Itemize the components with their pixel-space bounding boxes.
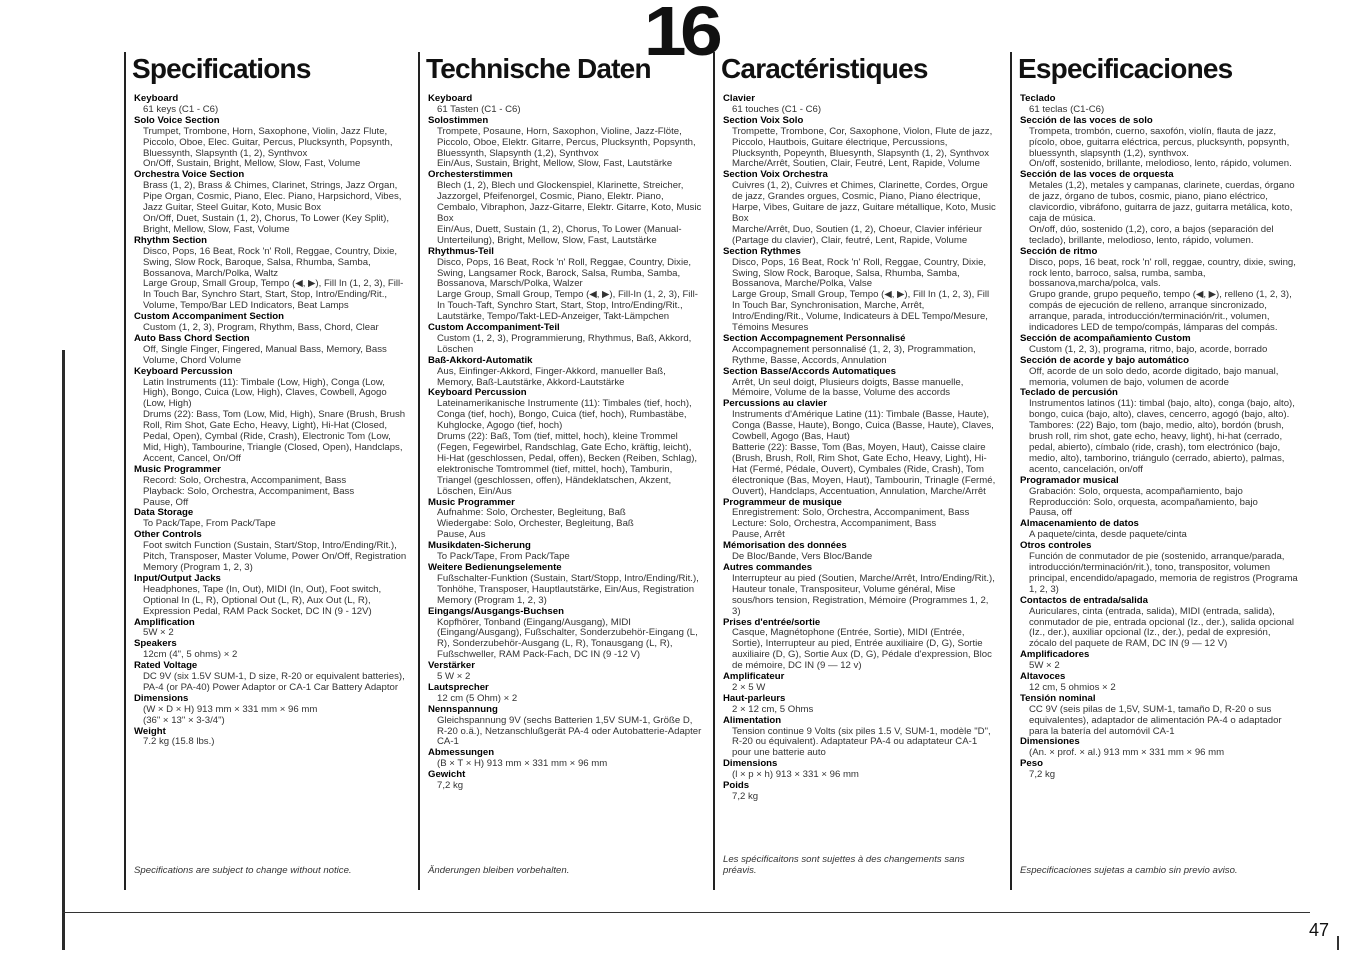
spec-value: Aus, Einfinger-Akkord, Finger-Akkord, manueller Baß, Memory, Baß-Lautstärke, Akkord-Lautstärke: [437, 365, 666, 388]
spec-value: 12cm (4", 5 ohms) × 2: [143, 649, 238, 661]
spec-value: Blech (1, 2), Blech und Glockenspiel, Klarinette, Streicher, Jazzorgel, Pfeifenorgel, Cosmic, Piano, Elektr. Piano, Cembalo, Vibraphon, Jazz-Gitarre, Elektr. Gitarre, Koto, Music Box Ein/Aus, Duett, Sustain (1, 2), Chorus, To Lower (Manual-Unterteilung), Bright, Mellow, Slow, Fast, Lautstärke: [437, 180, 702, 246]
spec-heading: Nennspannung: [428, 703, 498, 715]
spec-value: Off, acorde de un solo dedo, acorde digitado, bajo manual, memoria, volumen de bajo, volumen de acorde: [1029, 365, 1279, 388]
spec-value: 61 Tasten (C1 - C6): [437, 103, 521, 115]
spec-value: Interrupteur au pied (Soutien, Marche/Arrêt, Intro/Ending/Rit.), Hauteur tonale, Transpositeur, Volume général, Mise sous/hors tension, Registration, Mémoire (Programmes 1, 2, 3): [732, 572, 995, 617]
column-footnote: Änderungen bleiben vorbehalten.: [428, 865, 570, 876]
spec-heading: Autres commandes: [723, 561, 813, 573]
spec-value: De Bloc/Bande, Vers Bloc/Bande: [732, 551, 873, 563]
spec-heading: Section Voix Solo: [723, 114, 804, 126]
spec-value: Gleichspannung 9V (sechs Batterien 1,5V SUM-1, Größe D, R-20 o.ä.), Netzanschlußgerät PA-4 oder Autobatterie-Adapter CA-1: [437, 714, 702, 748]
spec-value: Trompette, Trombone, Cor, Saxophone, Violon, Flute de jazz, Piccolo, Hautbois, Guitare électrique, Percussions, Plucksynth, Popeynth, Bluesynth, Slapsynth (1, 2), Synthvox Marche/Arrêt, Soutien, Clair, Feutré, Lent, Rapide, Volume: [732, 125, 993, 170]
spec-heading: Programador musical: [1020, 474, 1119, 486]
spec-list: [428, 94, 704, 792]
spec-value: Disco, Pops, 16 Beat, Rock 'n' Roll, Reggae, Country, Dixie, Swing, Slow Rock, Baroque, Salsa, Rhumba, Samba, Bossanova, Marche/Polka, Valse Large Group, Small Group, Tempo (◀, ▶), Fill In (1, 2, 3), Fill In Touch Bar, Synchronisation, Marche, Arrêt, Intro/Ending/Rit., Volume, Indicateurs à DEL Tempo/Mesure, Témoins Mesures: [732, 256, 990, 334]
spec-list: [134, 94, 408, 748]
spec-value: 7,2 kg: [437, 780, 464, 792]
spec-value: To Pack/Tape, From Pack/Tape: [437, 551, 570, 563]
spec-value: Trompete, Posaune, Horn, Saxophon, Violine, Jazz-Flöte, Piccolo, Oboe, Elektr. Gitarre, Percus, Plucksynth, Popsynth, Bluessynth, Slapsynth (1,2), Synthvox Ein/Aus, Sustain, Bright, Mellow, Slow, Fast, Lautstärke: [437, 125, 696, 170]
spec-heading: Baß-Akkord-Automatik: [428, 354, 533, 366]
chapter-number: 16: [643, 0, 717, 70]
spec-heading: Orchestra Voice Section: [134, 169, 245, 181]
spec-value: 61 keys (C1 - C6): [143, 103, 219, 115]
column-heading: Caractéristiques: [721, 53, 928, 84]
column-footnote: Especificaciones sujetas a cambio sin previo aviso.: [1020, 865, 1238, 876]
spec-heading: Abmessungen: [428, 747, 495, 759]
spec-value: Disco, pops, 16 beat, rock 'n' roll, reggae, country, dixie, swing, rock lento, barroco, salsa, rumba, samba, bossanova,marcha/polca, vals. Grupo grande, grupo pequeño, tempo (◀, ▶), relleno (1, 2, 3), compás de ejecución de relleno, arranque sincronizado, arranque, parada, introducción/terminación/rit., volumen, indicadores LED de tempo/compás, lámparas del compás.: [1029, 256, 1296, 334]
spec-value: 5 W × 2: [437, 671, 471, 683]
spec-heading: Gewicht: [428, 769, 466, 781]
spec-heading: Dimensions: [723, 758, 778, 770]
spec-heading: Percussions au clavier: [723, 398, 827, 410]
spec-value: Custom (1, 2, 3), programa, ritmo, bajo, acorde, borrado: [1029, 343, 1268, 355]
spec-heading: Peso: [1020, 758, 1043, 770]
spec-heading: Haut-parleurs: [723, 692, 786, 704]
spec-value: Aufnahme: Solo, Orchester, Begleitung, Baß Wiedergabe: Solo, Orchester, Begleitung, Baß Pause, Aus: [437, 507, 634, 541]
spec-value: Instrumentos latinos (11): timbal (bajo, alto), conga (bajo, alto), bongo, cuica (bajo, alto), claves, cencerro, agogó (bajo, alto). Tambores: (22) Bajo, tom (bajo, medio, alto), bordón (brush, brush roll, rim shot, gate echo, heavy, light), hi-hat (cerrado, pedal, abierto), címbalo (ride, crash), tom electrónico (bajo, medio, alto), tamborino, triángulo (cerrado, abierto), palmas, acento, cancelación, on/off: [1029, 398, 1295, 475]
spec-heading: Solo Voice Section: [134, 114, 220, 126]
spec-heading: Contactos de entrada/salida: [1020, 594, 1148, 606]
spec-heading: Weitere Bedienungselemente: [428, 561, 562, 573]
spec-heading: Section Voix Orchestra: [723, 169, 828, 181]
spec-heading: Alimentation: [723, 714, 782, 726]
column-french: [713, 52, 998, 890]
spec-heading: Tensión nominal: [1020, 692, 1096, 704]
spec-value: 2 × 12 cm, 5 Ohms: [732, 703, 814, 715]
spec-value: Latin Instruments (11): Timbale (Low, High), Conga (Low, High), Bongo, Cuica (Low, High), Claves, Cowbell, Agogo (Low, High) Drums (22): Bass, Tom (Low, Mid, High), Snare (Brush, Brush Roll, Rim Shot, Gate Echo, Heavy, Light), Hi-Hat (Closed, Pedal, Open), Cymbal (Ride, Crash), Electronic Tom (Low, Mid, High), Tambourine, Triangle (Closed, Open), Handclaps, Accent, Cancel, On/Off: [143, 376, 406, 464]
spec-value: Trompeta, trombón, cuerno, saxofón, violín, flauta de jazz, pícolo, oboe, guitarra eléctrica, percus, plucksynth, popsynth, bluessynth, slapsynth (1,2), synthvox. On/off, sostenido, brillante, melodioso, lento, rápido, volumen.: [1029, 125, 1292, 170]
spec-heading: Custom Accompaniment Section: [134, 311, 284, 323]
spec-value: 12 cm (5 Ohm) × 2: [437, 692, 518, 704]
spec-heading: Auto Bass Chord Section: [134, 332, 250, 344]
spec-value: Enregistrement: Solo, Orchestra, Accompaniment, Bass Lecture: Solo, Orchestra, Accompaniment, Bass Pause, Arrêt: [732, 507, 970, 541]
spec-value: DC 9V (six 1.5V SUM-1, D size, R-20 or equivalent batteries), PA-4 (or PA-40) Power Adaptor or CA-1 Car Battery Adaptor: [143, 671, 405, 693]
spec-heading: Keyboard: [428, 93, 473, 104]
spec-value: 7.2 kg (15.8 lbs.): [143, 736, 215, 748]
column-spanish: [1010, 52, 1300, 890]
spec-heading: Clavier: [723, 93, 755, 104]
spec-heading: Speakers: [134, 638, 177, 650]
spec-heading: Section Accompagnement Personnalisé: [723, 332, 906, 344]
spec-heading: Keyboard Percussion: [428, 387, 527, 399]
spec-value: Cuivres (1, 2), Cuivres et Chimes, Clarinette, Cordes, Orgue de jazz, Grandes orgues, Cosmic, Piano, Piano électrique, Harpe, Vibes, Guitare de jazz, Guitare métallique, Koto, Music Box Marche/Arrêt, Duo, Soutien (1, 2), Choeur, Clavier inférieur (Partage du clavier), Clair, feutré, Lent, Rapide, Volume: [732, 180, 996, 246]
spec-heading: Weight: [134, 725, 166, 737]
spec-heading: Rhythm Section: [134, 234, 208, 246]
spec-heading: Poids: [723, 780, 750, 792]
spec-heading: Sección de las voces de solo: [1020, 114, 1153, 126]
spec-heading: Verstärker: [428, 660, 475, 672]
spec-heading: Teclado: [1020, 93, 1056, 104]
spec-value: 61 teclas (C1-C6): [1029, 103, 1105, 115]
spec-value: Disco, Pops, 16 Beat, Rock 'n' Roll, Reggae, Country, Dixie, Swing, Slow Rock, Baroque, Salsa, Rhumba, Samba, Bossanova, March/Polka, Waltz Large Group, Small Group, Tempo (◀, ▶), Fill In (1, 2, 3), Fill-In Touch Bar, Synchro Start, Start, Stop, Intro/Ending/Rit., Volume, Tempo/Bar LED Indicators, Beat Lamps: [143, 245, 404, 312]
spec-heading: Musikdaten-Sicherung: [428, 540, 531, 552]
spec-heading: Section Rythmes: [723, 245, 801, 257]
spec-heading: Sección de ritmo: [1020, 245, 1098, 257]
crop-mark: [1337, 936, 1339, 950]
spec-value: Trumpet, Trombone, Horn, Saxophone, Violin, Jazz Flute, Piccolo, Oboe, Elec. Guitar, Percus, Plucksynth, Popsynth, Bluessynth, Slapsynth (1, 2), Synthvox On/Off, Sustain, Bright, Mellow, Slow, Fast, Volume: [143, 125, 393, 170]
spec-heading: Other Controls: [134, 529, 202, 541]
spec-heading: Data Storage: [134, 507, 194, 519]
spec-heading: Rated Voltage: [134, 660, 198, 672]
spec-heading: Altavoces: [1020, 671, 1066, 683]
column-footnote: Les spécificaitons sont sujettes à des changements sans préavis.: [723, 854, 965, 876]
spec-heading: Section Basse/Accords Automatiques: [723, 365, 896, 377]
spec-heading: Keyboard: [134, 93, 179, 104]
spec-value: Tension continue 9 Volts (six piles 1.5 V, SUM-1, modèle "D", R-20 ou équivalent). Adaptateur PA-4 ou adaptateur CA-1 pour une batterie auto: [732, 725, 991, 759]
spec-heading: Lautsprecher: [428, 681, 489, 693]
spec-heading: Eingangs/Ausgangs-Buchsen: [428, 605, 564, 617]
spec-heading: Otros controles: [1020, 540, 1092, 552]
column-english: [124, 52, 408, 890]
spec-value: Brass (1, 2), Brass & Chimes, Clarinet, Strings, Jazz Organ, Pipe Organ, Cosmic, Piano, Elec. Piano, Harpsichord, Vibes, Jazz Guitar, Steel Guitar, Koto, Music Box On/Off, Duet, Sustain (1, 2), Chorus, To Lower (Key Split), Bright, Mellow, Slow, Fast, Volume: [143, 180, 402, 235]
spec-value: 2 × 5 W: [732, 681, 766, 693]
binding-edge: [62, 350, 65, 950]
spec-value: 5W × 2: [143, 627, 174, 639]
spec-value: Custom (1, 2, 3), Programmierung, Rhythmus, Baß, Akkord, Löschen: [437, 332, 692, 355]
spec-heading: Input/Output Jacks: [134, 572, 221, 584]
spec-value: Arrêt, Un seul doigt, Plusieurs doigts, Basse manuelle, Mémoire, Volume de la basse, Volume des accords: [732, 376, 964, 399]
spec-value: Metales (1,2), metales y campanas, clarinete, cuerdas, órgano de jazz, órgano de tubos, cosmic, piano, piano eléctrico, clavicordio, vibráfono, guitarra de jazz, guitarra metálica, koto, caja de música. On/off, dúo, sostenido (1,2), coro, a bajos (separación del teclado), brillante, melodioso, lento, rápido, volumen.: [1029, 180, 1295, 246]
spec-heading: Solostimmen: [428, 114, 489, 126]
column-heading: Specifications: [132, 53, 311, 84]
spec-heading: Sección de acorde y bajo automático: [1020, 354, 1190, 366]
column-footnote: Specifications are subject to change without notice.: [134, 865, 352, 876]
spec-heading: Custom Accompaniment-Teil: [428, 322, 560, 334]
spec-value: Disco, Pops, 16 Beat, Rock 'n' Roll, Reggae, Country, Dixie, Swing, Langsamer Rock, Barock, Salsa, Rumba, Samba, Bossanova, Marsch/Polka, Walzer Large Group, Small Group, Tempo (◀, ▶), Fill-In (1, 2, 3), Fill-In Touch-Taft, Synchro Start, Start, Stop, Intro/Ending/Rit., Lautstärke, Tempo/Takt-LED-Anzeiger, Takt-Lämpchen: [437, 256, 698, 323]
spec-value: A paquete/cinta, desde paquete/cinta: [1029, 529, 1187, 541]
spec-value: Casque, Magnétophone (Entrée, Sortie), MIDI (Entrée, Sortie), Interrupteur au pied, Entrée auxiliaire (D, G), Sortie auxiliaire (D, G), Sortie Aux (D, G), Pédale d'expression, Bloc de mémoire, DC IN (9 — 12 v): [732, 627, 992, 672]
spec-heading: Music Programmer: [134, 463, 221, 475]
spec-value: (B × T × H) 913 mm × 331 mm × 96 mm: [437, 758, 608, 770]
spec-heading: Dimensions: [134, 692, 189, 704]
spec-value: Headphones, Tape (In, Out), MIDI (In, Out), Foot switch, Optional In (L, R), Optional Out (L, R), Aux Out (L, R), Expression Pedal, RAM Pack Socket, DC IN (9 - 12V): [143, 583, 382, 617]
column-heading: Technische Daten: [426, 53, 651, 84]
spec-heading: Rhythmus-Teil: [428, 245, 494, 257]
spec-value: Foot switch Function (Sustain, Start/Stop, Intro/Ending/Rit.), Pitch, Transposer, Master Volume, Power On/Off, Registration Memory (Program 1, 2, 3): [143, 540, 407, 573]
spec-value: (l × p × h) 913 × 331 × 96 mm: [732, 769, 859, 781]
spec-heading: Programmeur de musique: [723, 496, 842, 508]
spec-value: 7,2 kg: [732, 791, 759, 802]
spec-value: (W × D × H) 913 mm × 331 mm × 96 mm (36" × 13" × 3-3/4"): [143, 703, 318, 726]
spec-value: Instruments d'Amérique Latine (11): Timbale (Basse, Haute), Conga (Basse, Haute), Bongo, Cuica (Basse, Haute), Claves, Cowbell, Agogo (Bas, Haut) Batterie (22): Basse, Tom (Bas, Moyen, Haut), Caisse claire (Brush, Brush, Roll, Rim Shot, Gate Echo, Heavy, Light), Hi-Hat (Fermé, Pédale, Ouvert), Cymbales (Ride, Crash), Tom électronique (Bas, Moyen, Haut), Tambourin, Trinagle (Fermé, Ouvert), Handclaps, Accentuation, Annulation, Marche/Arrêt: [732, 409, 996, 497]
spec-heading: Mémorisation des données: [723, 540, 847, 552]
spec-heading: Sección de acompañamiento Custom: [1020, 332, 1191, 344]
spec-value: 7,2 kg: [1029, 769, 1056, 781]
spec-value: Custom (1, 2, 3), Program, Rhythm, Bass, Chord, Clear: [143, 322, 379, 334]
spec-value: Auriculares, cinta (entrada, salida), MIDI (entrada, salida), conmutador de pie, entrada opcional (Iz., der.), salida opcional (Iz., der.), auxiliar opcional (Iz., der.), pedal de expresión, zócalo del paquete de RAM, DC IN (9 — 12 V): [1029, 605, 1295, 650]
spec-value: 61 touches (C1 - C6): [732, 103, 822, 115]
spec-value: Accompagnement personnalisé (1, 2, 3), Programmation, Rythme, Basse, Accords, Annulation: [732, 343, 976, 366]
spec-value: To Pack/Tape, From Pack/Tape: [143, 518, 276, 530]
spec-heading: Music Programmer: [428, 496, 515, 508]
bottom-rule: [62, 912, 1310, 913]
spec-value: Fußschalter-Funktion (Sustain, Start/Stopp, Intro/Ending/Rit.), Tonhöhe, Transposer, Hauptlautstärke, Ein/Aus, Registration Memory (Program 1, 2, 3): [437, 572, 699, 606]
spec-value: Función de conmutador de pie (sostenido, arranque/parada, introducción/terminación/rit.), tono, transpositor, volumen principal, encendido/apagado, memoria de registros (Programa 1, 2, 3): [1029, 551, 1298, 595]
spec-value: Lateinamerikanische Instrumente (11): Timbales (tief, hoch), Conga (tief, hoch), Bongo, Cuica (tief, hoch), Rumbastäbe, Kuhglocke, Agogo (tief, hoch) Drums (22): Baß, Tom (tief, mittel, hoch), kleine Trommel (Fegen, Fegewirbel, Randschlag, Gate Echo, kräftig, leicht), Hi-Hat (geschlossen, Pedal, offen), Becken (Reiben, Schlag), elektronische Tomtrommel (tief, mittel, hoch), Tamburin, Triangel (geschlossen, offen), Händeklatschen, Akzent, Löschen, Ein/Aus: [437, 398, 698, 497]
spec-heading: Amplificateur: [723, 671, 785, 683]
spec-heading: Dimensiones: [1020, 736, 1080, 748]
spec-value: Grabación: Solo, orquesta, acompañamiento, bajo Reproducción: Solo, orquesta, acompañamiento, bajo Pausa, off: [1029, 485, 1258, 519]
spec-value: 12 cm, 5 ohmios × 2: [1029, 681, 1116, 693]
spec-heading: Amplificadores: [1020, 649, 1090, 661]
spec-value: (An. × prof. × al.) 913 mm × 331 mm × 96 mm: [1029, 747, 1225, 759]
spec-value: Off, Single Finger, Fingered, Manual Bass, Memory, Bass Volume, Chord Volume: [143, 343, 387, 366]
spec-heading: Orchesterstimmen: [428, 169, 513, 181]
spec-list: [1020, 94, 1300, 781]
spec-list: [723, 94, 998, 803]
spec-heading: Amplification: [134, 616, 195, 628]
column-heading: Especificaciones: [1018, 53, 1233, 84]
spec-heading: Keyboard Percussion: [134, 365, 233, 377]
spec-value: 5W × 2: [1029, 660, 1060, 672]
spec-heading: Prises d'entrée/sortie: [723, 616, 821, 628]
spec-value: Kopfhörer, Tonband (Eingang/Ausgang), MIDI (Eingang/Ausgang), Fußschalter, Sonderzubehör-Eingang (L, R), Sonderzubehör-Ausgang (L, R), Tonausgang (L, R), Fußschweller, RAM Pack-Fach, DC IN (9 -12 V): [437, 616, 698, 661]
spec-heading: Sección de las voces de orquesta: [1020, 169, 1174, 181]
spec-value: Record: Solo, Orchestra, Accompaniment, Bass Playback: Solo, Orchestra, Accompaniment, Bass Pause, Off: [143, 474, 355, 508]
spec-heading: Teclado de percusión: [1020, 387, 1118, 399]
page-number: 47: [1308, 920, 1329, 940]
spec-heading: Almacenamiento de datos: [1020, 518, 1139, 530]
column-german: [418, 52, 704, 890]
spec-value: CC 9V (seis pilas de 1,5V, SUM-1, tamaño D, R-20 o sus equivalentes), adaptador de alimentación PA-4 o adaptador para la batería del automóvil CA-1: [1029, 703, 1282, 737]
